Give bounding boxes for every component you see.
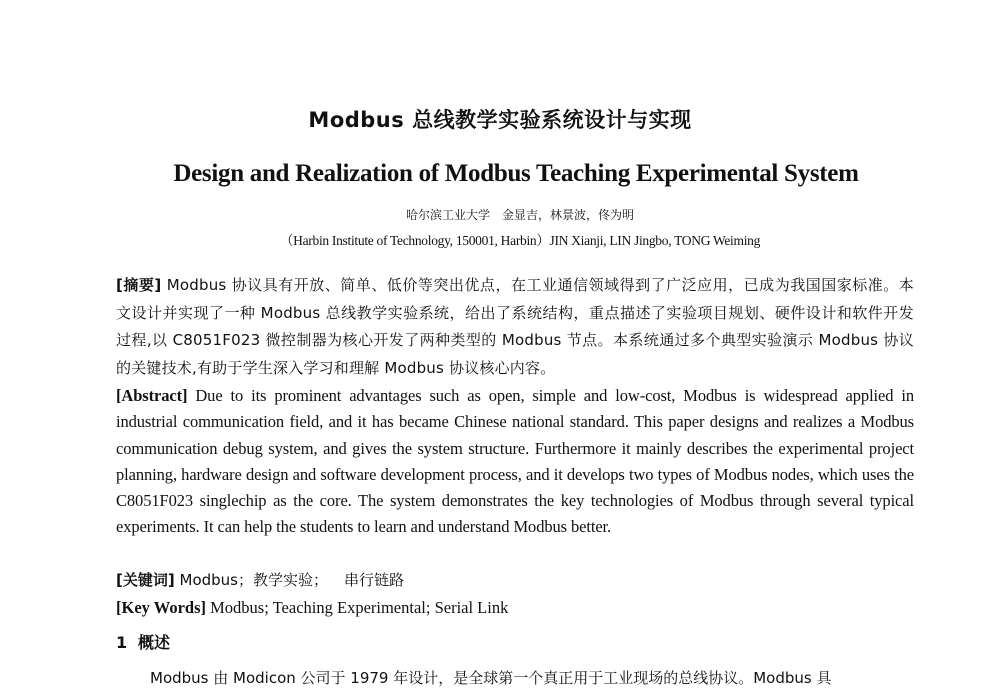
keyword-chinese-item: 教学实验； — [252, 571, 328, 589]
title-english: Design and Realization of Modbus Teaching Experimental System — [173, 160, 859, 187]
authors-chinese — [0, 206, 1000, 223]
keywords-chinese — [116, 568, 914, 592]
abstract-english — [116, 383, 914, 541]
keywords-english-label: [Key Words] — [116, 598, 206, 617]
affiliation-english: （Harbin Institute of Technology, 150001, Harbin）JIN Xianji, LIN Jingbo, TONG Weiming — [279, 233, 761, 248]
abstract-chinese-text: Modbus 协议具有开放、简单、低价等突出优点，在工业通信领域得到了广泛应用，已成为我国国家标准。本文设计并实现了一种 Modbus 总线教学实验系统，给出了系统结构，重点描述了实验项目规划、硬件设计和软件开发过程,以 C8051F023 微控制器为核心开发了两种类型的 Modbus 节点。本系统通过多个典型实验演示 Modbus 协议的关键技术,有助于学生深入学习和理解 Modbus 协议核心内容。 — [116, 276, 914, 377]
author-names-chinese: 金显吉，林景波，佟为明 — [502, 208, 635, 222]
section-number: 1 — [116, 633, 128, 652]
keywords-english-text: Modbus; Teaching Experimental; Serial Link — [210, 598, 509, 617]
abstract-english-text: Due to its prominent advantages such as open, simple and low-cost, Modbus is widespread applied in industrial communication field, and it has became Chinese national standard. This paper designs and realizes a Modbus communication debug system, and gives the system structure. Furthermore it mainly describes the experimental project planning, hardware design and software development process, and it develops two types of Modbus nodes, which uses the C8051F023 singlechip as the core. The system demonstrates the key technologies of Modbus through several typical experiments. It can help the students to learn and understand Modbus better. — [116, 386, 915, 537]
keyword-chinese-item: Modbus； — [179, 571, 253, 589]
section-title: 概述 — [138, 633, 171, 652]
title-chinese: Modbus 总线教学实验系统设计与实现 — [308, 108, 692, 132]
abstract-chinese-label: [摘要] — [116, 276, 162, 294]
intro-paragraph: Modbus 由 Modicon 公司于 1979 年设计，是全球第一个真正用于工业现场的总线协议。Modbus 具 — [150, 669, 832, 687]
section-heading-overview — [116, 631, 914, 655]
affiliation-chinese: 哈尔滨工业大学 — [405, 208, 490, 222]
keyword-chinese-item: 串行链路 — [344, 571, 405, 589]
keywords-chinese-label: [关键词] — [116, 571, 175, 589]
keywords-english — [116, 596, 914, 620]
abstract-chinese — [116, 272, 914, 382]
abstract-english-label: [Abstract] — [116, 386, 188, 405]
